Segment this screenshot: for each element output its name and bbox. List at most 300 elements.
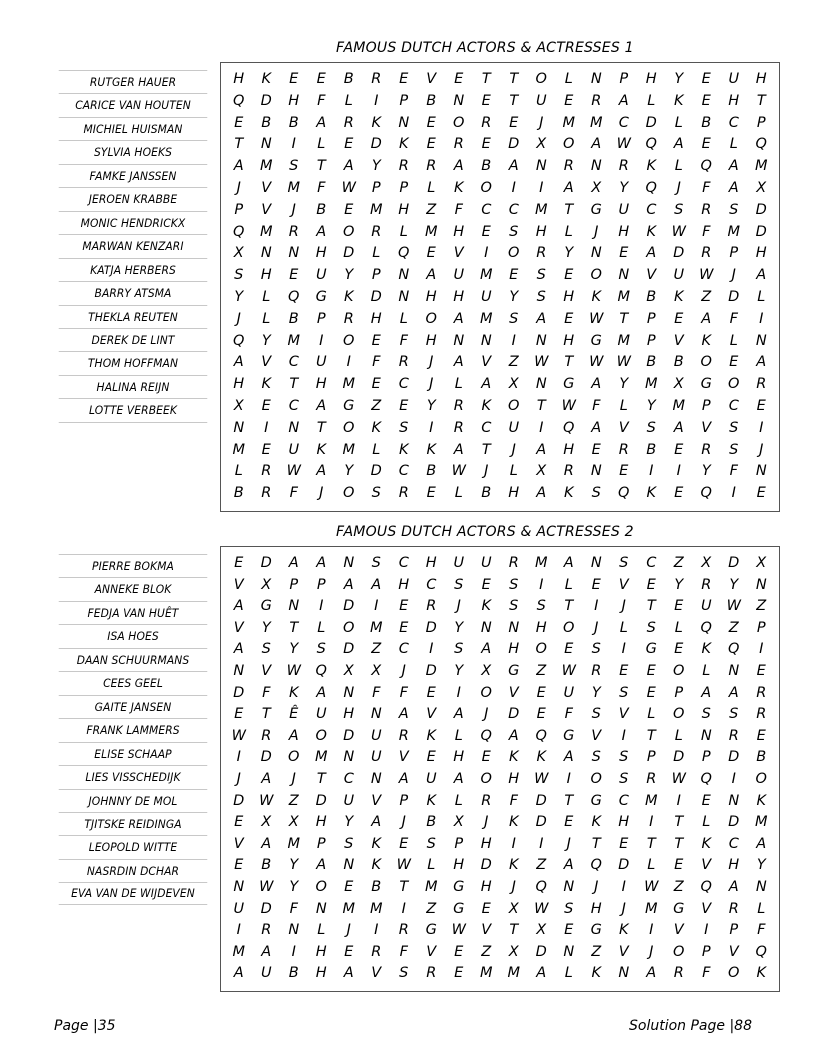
grid-cell[interactable]: F xyxy=(729,463,738,480)
grid-cell[interactable]: K xyxy=(508,749,519,766)
grid-cell[interactable]: V xyxy=(481,354,492,371)
grid-cell[interactable]: L xyxy=(509,463,518,480)
grid-cell[interactable]: B xyxy=(343,71,354,87)
grid-cell[interactable]: K xyxy=(646,158,656,175)
grid-cell[interactable]: E xyxy=(344,201,354,218)
grid-cell[interactable]: D xyxy=(508,706,520,723)
grid-cell[interactable]: E xyxy=(261,397,271,414)
grid-cell[interactable]: X xyxy=(536,136,547,153)
grid-cell[interactable]: E xyxy=(674,641,684,658)
grid-cell[interactable]: V xyxy=(453,245,464,262)
grid-cell[interactable]: M xyxy=(754,158,768,175)
grid-cell[interactable]: D xyxy=(343,245,355,262)
grid-cell[interactable]: L xyxy=(372,245,381,262)
grid-cell[interactable]: N xyxy=(288,922,300,939)
grid-cell[interactable]: T xyxy=(564,201,574,218)
grid-cell[interactable]: R xyxy=(343,310,354,327)
grid-cell[interactable]: A xyxy=(316,684,327,701)
grid-cell[interactable]: A xyxy=(536,485,547,502)
grid-cell[interactable]: K xyxy=(371,835,381,852)
grid-cell[interactable]: I xyxy=(621,727,626,744)
grid-cell[interactable]: R xyxy=(728,900,739,917)
grid-cell[interactable]: W xyxy=(726,598,741,615)
grid-cell[interactable]: I xyxy=(236,922,241,939)
grid-cell[interactable]: Y xyxy=(289,878,299,895)
grid-cell[interactable]: C xyxy=(646,555,657,571)
grid-cell[interactable]: Y xyxy=(454,619,464,636)
grid-cell[interactable]: R xyxy=(536,245,547,262)
grid-cell[interactable]: A xyxy=(756,835,767,852)
grid-cell[interactable]: S xyxy=(646,419,656,436)
grid-cell[interactable]: J xyxy=(511,878,516,895)
grid-cell[interactable]: R xyxy=(398,158,409,175)
grid-cell[interactable]: E xyxy=(234,814,244,831)
grid-cell[interactable]: A xyxy=(261,943,272,960)
grid-cell[interactable]: A xyxy=(233,158,244,175)
grid-cell[interactable]: B xyxy=(316,201,327,218)
grid-cell[interactable]: N xyxy=(563,943,575,960)
grid-cell[interactable]: D xyxy=(370,136,382,153)
grid-cell[interactable]: B xyxy=(646,288,657,305)
grid-cell[interactable]: I xyxy=(621,641,626,658)
grid-cell[interactable]: W xyxy=(589,310,604,327)
grid-cell[interactable]: R xyxy=(426,598,437,615)
grid-cell[interactable]: E xyxy=(619,463,629,480)
grid-cell[interactable]: P xyxy=(399,92,409,109)
grid-cell[interactable]: W xyxy=(644,878,659,895)
grid-cell[interactable]: P xyxy=(646,310,656,327)
grid-cell[interactable]: E xyxy=(619,662,629,679)
grid-cell[interactable]: I xyxy=(374,92,379,109)
grid-cell[interactable]: F xyxy=(454,201,463,218)
grid-cell[interactable]: E xyxy=(426,684,436,701)
grid-cell[interactable]: U xyxy=(453,267,465,284)
grid-cell[interactable]: R xyxy=(398,922,409,939)
grid-cell[interactable]: C xyxy=(481,419,492,436)
grid-cell[interactable]: N xyxy=(343,555,355,571)
grid-cell[interactable]: N xyxy=(535,332,547,349)
grid-cell[interactable]: S xyxy=(591,706,601,723)
grid-cell[interactable]: O xyxy=(480,179,492,196)
grid-cell[interactable]: O xyxy=(315,727,327,744)
grid-cell[interactable]: E xyxy=(646,662,656,679)
grid-cell[interactable]: F xyxy=(399,943,408,960)
grid-cell[interactable]: S xyxy=(234,267,244,284)
grid-cell[interactable]: D xyxy=(508,136,520,153)
grid-cell[interactable]: S xyxy=(261,641,271,658)
grid-cell[interactable]: A xyxy=(316,857,327,874)
grid-cell[interactable]: P xyxy=(756,619,766,636)
grid-cell[interactable]: R xyxy=(261,485,272,502)
grid-cell[interactable]: I xyxy=(511,332,516,349)
grid-cell[interactable]: S xyxy=(729,419,739,436)
grid-cell[interactable]: H xyxy=(453,749,465,766)
grid-cell[interactable]: Y xyxy=(674,71,684,87)
grid-cell[interactable]: T xyxy=(619,310,629,327)
grid-cell[interactable]: T xyxy=(399,878,409,895)
grid-cell[interactable]: V xyxy=(426,706,437,723)
grid-cell[interactable]: S xyxy=(536,598,546,615)
grid-cell[interactable]: P xyxy=(701,943,711,960)
grid-cell[interactable]: V xyxy=(233,835,244,852)
grid-cell[interactable]: I xyxy=(346,354,351,371)
grid-cell[interactable]: L xyxy=(427,857,436,874)
grid-cell[interactable]: Q xyxy=(480,727,492,744)
grid-cell[interactable]: P xyxy=(316,576,326,593)
grid-cell[interactable]: F xyxy=(317,179,326,196)
grid-cell[interactable]: E xyxy=(316,71,326,87)
grid-cell[interactable]: M xyxy=(369,619,383,636)
grid-cell[interactable]: W xyxy=(561,397,576,414)
grid-cell[interactable]: Y xyxy=(646,397,656,414)
grid-cell[interactable]: A xyxy=(343,158,354,175)
grid-cell[interactable]: R xyxy=(261,727,272,744)
grid-cell[interactable]: H xyxy=(398,201,410,218)
grid-cell[interactable]: J xyxy=(759,441,764,458)
grid-cell[interactable]: H xyxy=(535,619,547,636)
grid-cell[interactable]: O xyxy=(563,136,575,153)
grid-cell[interactable]: O xyxy=(508,397,520,414)
grid-cell[interactable]: H xyxy=(480,835,492,852)
letter-grid-2[interactable] xyxy=(225,553,775,985)
grid-cell[interactable]: E xyxy=(481,749,491,766)
grid-cell[interactable]: L xyxy=(399,223,408,240)
grid-cell[interactable]: B xyxy=(701,114,712,131)
grid-cell[interactable]: T xyxy=(674,814,684,831)
grid-cell[interactable]: Z xyxy=(728,619,739,636)
grid-cell[interactable]: E xyxy=(426,136,436,153)
grid-cell[interactable]: Q xyxy=(590,857,602,874)
grid-cell[interactable]: E xyxy=(344,136,354,153)
grid-cell[interactable]: O xyxy=(343,485,355,502)
grid-cell[interactable]: R xyxy=(398,485,409,502)
grid-cell[interactable]: Q xyxy=(645,179,657,196)
grid-cell[interactable]: H xyxy=(315,245,327,262)
grid-cell[interactable]: R xyxy=(398,727,409,744)
grid-cell[interactable]: E xyxy=(536,706,546,723)
grid-cell[interactable]: N xyxy=(370,706,382,723)
grid-cell[interactable]: N xyxy=(618,267,630,284)
grid-cell[interactable]: Z xyxy=(371,641,382,658)
grid-cell[interactable]: D xyxy=(260,555,272,571)
grid-cell[interactable]: T xyxy=(261,706,271,723)
grid-cell[interactable]: L xyxy=(647,857,656,874)
grid-cell[interactable]: A xyxy=(536,965,547,982)
grid-cell[interactable]: L xyxy=(564,71,573,87)
grid-cell[interactable]: X xyxy=(288,814,299,831)
grid-cell[interactable]: V xyxy=(618,706,629,723)
grid-cell[interactable]: A xyxy=(756,354,767,371)
grid-cell[interactable]: S xyxy=(729,441,739,458)
grid-cell[interactable]: B xyxy=(261,114,272,131)
grid-cell[interactable]: Q xyxy=(288,288,300,305)
grid-cell[interactable]: A xyxy=(316,397,327,414)
grid-cell[interactable]: A xyxy=(453,310,464,327)
grid-cell[interactable]: U xyxy=(480,555,492,571)
grid-cell[interactable]: J xyxy=(594,223,599,240)
grid-cell[interactable]: E xyxy=(509,267,519,284)
grid-cell[interactable]: J xyxy=(401,814,406,831)
grid-cell[interactable]: A xyxy=(426,267,437,284)
grid-cell[interactable]: S xyxy=(729,201,739,218)
grid-cell[interactable]: E xyxy=(756,662,766,679)
grid-cell[interactable]: U xyxy=(260,965,272,982)
grid-cell[interactable]: E xyxy=(234,555,244,571)
grid-cell[interactable]: L xyxy=(647,92,656,109)
grid-cell[interactable]: E xyxy=(481,223,491,240)
grid-cell[interactable]: F xyxy=(702,223,711,240)
grid-cell[interactable]: F xyxy=(372,354,381,371)
grid-cell[interactable]: R xyxy=(756,684,767,701)
grid-cell[interactable]: D xyxy=(755,223,767,240)
grid-cell[interactable]: J xyxy=(236,179,241,196)
grid-cell[interactable]: A xyxy=(261,835,272,852)
grid-cell[interactable]: A xyxy=(398,706,409,723)
grid-cell[interactable]: Ê xyxy=(289,706,299,723)
grid-cell[interactable]: E xyxy=(399,71,409,87)
grid-cell[interactable]: N xyxy=(728,792,740,809)
grid-cell[interactable]: G xyxy=(563,727,575,744)
grid-cell[interactable]: V xyxy=(481,922,492,939)
grid-cell[interactable]: R xyxy=(591,92,602,109)
grid-cell[interactable]: A xyxy=(563,179,574,196)
grid-cell[interactable]: E xyxy=(426,114,436,131)
grid-cell[interactable]: X xyxy=(508,943,519,960)
grid-cell[interactable]: T xyxy=(564,354,574,371)
grid-cell[interactable]: E xyxy=(564,92,574,109)
grid-cell[interactable]: N xyxy=(508,619,520,636)
grid-cell[interactable]: V xyxy=(701,900,712,917)
grid-cell[interactable]: N xyxy=(453,92,465,109)
grid-cell[interactable]: U xyxy=(673,267,685,284)
grid-cell[interactable]: E xyxy=(454,965,464,982)
grid-cell[interactable]: K xyxy=(673,92,684,109)
grid-cell[interactable]: A xyxy=(701,684,712,701)
grid-cell[interactable]: L xyxy=(564,965,573,982)
grid-cell[interactable]: I xyxy=(649,463,654,480)
grid-cell[interactable]: E xyxy=(399,397,409,414)
grid-cell[interactable]: R xyxy=(261,463,272,480)
grid-cell[interactable]: U xyxy=(535,92,547,109)
grid-cell[interactable]: G xyxy=(260,598,272,615)
grid-cell[interactable]: R xyxy=(371,223,382,240)
grid-cell[interactable]: I xyxy=(704,922,709,939)
grid-cell[interactable]: R xyxy=(756,706,767,723)
grid-cell[interactable]: J xyxy=(594,619,599,636)
grid-cell[interactable]: K xyxy=(701,835,711,852)
grid-cell[interactable]: E xyxy=(564,267,574,284)
grid-cell[interactable]: L xyxy=(647,706,656,723)
grid-cell[interactable]: H xyxy=(425,332,437,349)
grid-cell[interactable]: E xyxy=(344,943,354,960)
grid-cell[interactable]: U xyxy=(315,354,327,371)
grid-cell[interactable]: T xyxy=(756,92,766,109)
grid-cell[interactable]: H xyxy=(398,576,410,593)
grid-cell[interactable]: J xyxy=(291,201,296,218)
grid-cell[interactable]: E xyxy=(756,397,766,414)
grid-cell[interactable]: Z xyxy=(426,900,437,917)
grid-cell[interactable]: E xyxy=(399,835,409,852)
grid-cell[interactable]: M xyxy=(617,288,630,305)
grid-cell[interactable]: S xyxy=(509,310,519,327)
grid-cell[interactable]: E xyxy=(399,598,409,615)
grid-cell[interactable]: H xyxy=(755,71,767,87)
grid-cell[interactable]: C xyxy=(343,770,354,787)
grid-cell[interactable]: X xyxy=(756,555,767,571)
grid-cell[interactable]: A xyxy=(728,684,739,701)
grid-cell[interactable]: A xyxy=(673,136,684,153)
grid-cell[interactable]: N xyxy=(398,267,410,284)
grid-cell[interactable]: D xyxy=(233,684,245,701)
grid-cell[interactable]: A xyxy=(343,576,354,593)
grid-cell[interactable]: M xyxy=(617,332,630,349)
grid-cell[interactable]: W xyxy=(259,878,274,895)
grid-cell[interactable]: T xyxy=(316,419,326,436)
grid-cell[interactable]: Y xyxy=(344,267,354,284)
grid-cell[interactable]: N xyxy=(288,598,300,615)
grid-cell[interactable]: L xyxy=(399,310,408,327)
grid-cell[interactable]: S xyxy=(591,641,601,658)
grid-cell[interactable]: S xyxy=(591,749,601,766)
grid-cell[interactable]: N xyxy=(535,158,547,175)
grid-cell[interactable]: Z xyxy=(508,354,519,371)
grid-cell[interactable]: V xyxy=(371,792,382,809)
grid-cell[interactable]: E xyxy=(674,485,684,502)
grid-cell[interactable]: P xyxy=(234,201,244,218)
grid-cell[interactable]: H xyxy=(343,706,355,723)
grid-cell[interactable]: I xyxy=(429,641,434,658)
grid-cell[interactable]: L xyxy=(454,727,463,744)
grid-cell[interactable]: D xyxy=(260,92,272,109)
grid-cell[interactable]: T xyxy=(316,770,326,787)
grid-cell[interactable]: O xyxy=(590,267,602,284)
grid-cell[interactable]: Y xyxy=(729,576,739,593)
grid-cell[interactable]: E xyxy=(344,878,354,895)
grid-cell[interactable]: I xyxy=(539,835,544,852)
grid-cell[interactable]: N xyxy=(315,900,327,917)
grid-cell[interactable]: S xyxy=(316,641,326,658)
grid-cell[interactable]: C xyxy=(728,835,739,852)
grid-cell[interactable]: N xyxy=(233,419,245,436)
grid-cell[interactable]: W xyxy=(616,136,631,153)
grid-cell[interactable]: A xyxy=(563,857,574,874)
grid-cell[interactable]: Y xyxy=(426,397,436,414)
grid-cell[interactable]: K xyxy=(591,965,601,982)
grid-cell[interactable]: G xyxy=(590,332,602,349)
grid-cell[interactable]: O xyxy=(673,662,685,679)
grid-cell[interactable]: C xyxy=(398,463,409,480)
grid-cell[interactable]: M xyxy=(727,223,740,240)
grid-cell[interactable]: D xyxy=(425,619,437,636)
grid-cell[interactable]: Q xyxy=(315,662,327,679)
grid-cell[interactable]: D xyxy=(618,857,630,874)
grid-cell[interactable]: I xyxy=(484,245,489,262)
grid-cell[interactable]: A xyxy=(316,114,327,131)
grid-cell[interactable]: K xyxy=(371,857,381,874)
grid-cell[interactable]: U xyxy=(343,792,355,809)
grid-cell[interactable]: S xyxy=(536,267,546,284)
grid-cell[interactable]: U xyxy=(618,201,630,218)
grid-cell[interactable]: E xyxy=(729,354,739,371)
grid-cell[interactable]: K xyxy=(673,288,684,305)
grid-cell[interactable]: I xyxy=(621,878,626,895)
grid-cell[interactable]: N xyxy=(288,245,300,262)
grid-cell[interactable]: A xyxy=(371,576,382,593)
grid-cell[interactable]: R xyxy=(508,555,519,571)
grid-cell[interactable]: S xyxy=(729,706,739,723)
grid-cell[interactable]: E xyxy=(646,576,656,593)
grid-cell[interactable]: D xyxy=(233,792,245,809)
grid-cell[interactable]: P xyxy=(619,71,629,87)
grid-cell[interactable]: D xyxy=(425,662,437,679)
grid-cell[interactable]: A xyxy=(563,749,574,766)
grid-cell[interactable]: L xyxy=(619,397,628,414)
grid-cell[interactable]: Q xyxy=(728,641,740,658)
grid-cell[interactable]: Y xyxy=(371,158,381,175)
grid-cell[interactable]: V xyxy=(618,943,629,960)
grid-cell[interactable]: L xyxy=(619,619,628,636)
grid-cell[interactable]: R xyxy=(618,441,629,458)
grid-cell[interactable]: A xyxy=(481,641,492,658)
grid-cell[interactable]: M xyxy=(342,900,355,917)
grid-cell[interactable]: S xyxy=(701,706,711,723)
grid-cell[interactable]: W xyxy=(451,463,466,480)
grid-cell[interactable]: B xyxy=(288,965,299,982)
grid-cell[interactable]: U xyxy=(563,684,575,701)
grid-cell[interactable]: I xyxy=(374,598,379,615)
grid-cell[interactable]: N xyxy=(453,332,465,349)
grid-cell[interactable]: H xyxy=(233,376,245,393)
grid-cell[interactable]: Y xyxy=(289,857,299,874)
grid-cell[interactable]: R xyxy=(481,792,492,809)
grid-cell[interactable]: D xyxy=(370,288,382,305)
grid-cell[interactable]: B xyxy=(426,463,437,480)
grid-cell[interactable]: E xyxy=(701,71,711,87)
grid-cell[interactable]: E xyxy=(234,857,244,874)
grid-cell[interactable]: E xyxy=(481,136,491,153)
grid-cell[interactable]: C xyxy=(398,641,409,658)
grid-cell[interactable]: A xyxy=(508,158,519,175)
grid-cell[interactable]: E xyxy=(536,684,546,701)
grid-cell[interactable]: M xyxy=(342,376,355,393)
grid-cell[interactable]: V xyxy=(618,419,629,436)
grid-cell[interactable]: B xyxy=(426,92,437,109)
grid-cell[interactable]: K xyxy=(756,965,766,982)
grid-cell[interactable]: H xyxy=(508,770,520,787)
grid-cell[interactable]: J xyxy=(511,441,516,458)
grid-cell[interactable]: R xyxy=(756,376,767,393)
grid-cell[interactable]: M xyxy=(287,332,300,349)
grid-cell[interactable]: O xyxy=(343,332,355,349)
grid-cell[interactable]: L xyxy=(702,662,711,679)
grid-cell[interactable]: O xyxy=(343,619,355,636)
grid-cell[interactable]: L xyxy=(372,441,381,458)
grid-cell[interactable]: F xyxy=(289,485,298,502)
grid-cell[interactable]: F xyxy=(509,792,518,809)
grid-cell[interactable]: U xyxy=(370,727,382,744)
grid-cell[interactable]: T xyxy=(509,71,519,87)
grid-cell[interactable]: W xyxy=(286,662,301,679)
grid-cell[interactable]: L xyxy=(454,376,463,393)
grid-cell[interactable]: W xyxy=(451,922,466,939)
grid-cell[interactable]: Y xyxy=(261,619,271,636)
grid-cell[interactable]: G xyxy=(315,288,327,305)
grid-cell[interactable]: I xyxy=(374,922,379,939)
grid-cell[interactable]: S xyxy=(509,576,519,593)
grid-cell[interactable]: H xyxy=(425,555,437,571)
grid-cell[interactable]: L xyxy=(262,310,271,327)
grid-cell[interactable]: E xyxy=(509,114,519,131)
